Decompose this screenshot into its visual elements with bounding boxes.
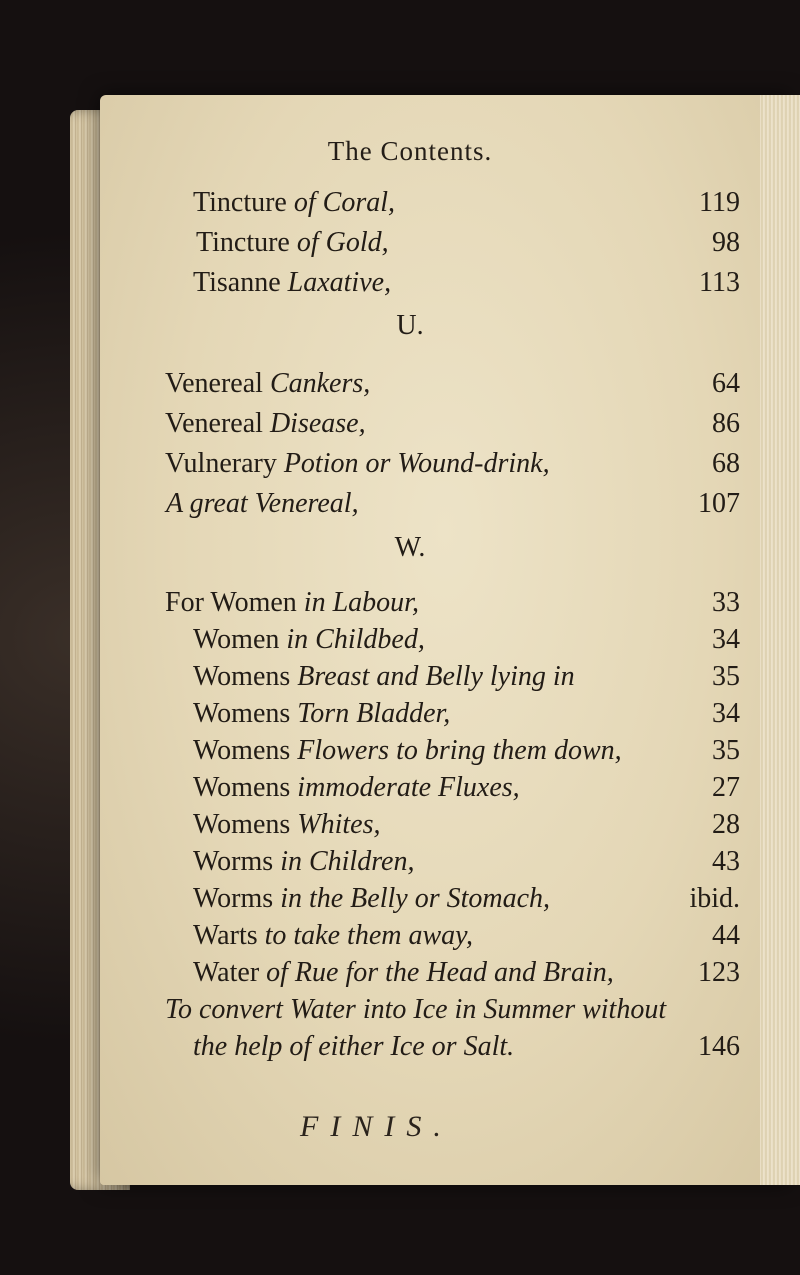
entry-page-number: 119	[699, 187, 740, 218]
entry-text-italic: Breast and Belly lying in	[297, 661, 575, 692]
list-item	[0, 183, 800, 223]
list-item	[0, 731, 800, 771]
entry-text: Tincture	[196, 227, 297, 258]
entry-page-number: 28	[712, 809, 740, 840]
entry-page-number: 68	[712, 448, 740, 479]
entry-text: For Women	[165, 587, 304, 618]
list-item	[0, 223, 800, 263]
list-item	[0, 484, 800, 524]
entry-text: Warts	[193, 920, 265, 951]
entry-text-italic: Cankers,	[269, 368, 371, 399]
entry-text: Womens	[193, 772, 298, 803]
list-item	[0, 953, 800, 993]
entry-text: Womens	[193, 735, 298, 766]
entry-text-italic: Disease,	[269, 408, 366, 439]
entry-page-number: 34	[712, 698, 740, 729]
list-item	[0, 805, 800, 845]
entry-page-number: ibid.	[689, 883, 740, 914]
section-letter: W.	[394, 532, 426, 563]
entry-text-italic: To convert Water into Ice in Summer without	[165, 994, 667, 1025]
list-item	[0, 768, 800, 808]
list-item	[0, 364, 800, 404]
entry-page-number: 34	[712, 624, 740, 655]
entry-text-italic: Torn Bladder,	[297, 698, 451, 729]
running-title: The Contents.	[327, 136, 493, 166]
entry-page-number: 27	[712, 772, 740, 803]
list-item	[0, 916, 800, 956]
list-item	[0, 444, 800, 484]
entry-text-italic: Flowers to bring them down,	[297, 735, 622, 766]
finis-mark: FINIS.	[300, 1110, 453, 1143]
entry-text: Venereal	[165, 368, 270, 399]
entry-text-italic: A great Venereal,	[166, 488, 359, 519]
list-item	[0, 694, 800, 734]
entry-page-number: 146	[698, 1031, 740, 1062]
entry-text: Womens	[193, 809, 298, 840]
entry-text: Tincture	[193, 187, 294, 218]
entry-text: Water	[193, 957, 267, 988]
entry-page-number: 98	[712, 227, 740, 258]
list-item	[0, 404, 800, 444]
entry-page-number: 33	[712, 587, 740, 618]
entry-text: Worms	[193, 846, 281, 877]
list-item	[0, 842, 800, 882]
list-item	[0, 620, 800, 660]
list-item	[0, 263, 800, 303]
entry-text-italic: in Labour,	[303, 587, 419, 618]
entry-text: Vulnerary	[165, 448, 284, 479]
entry-text-italic: to take them away,	[264, 920, 474, 951]
entry-page-number: 86	[712, 408, 740, 439]
entry-page-number: 35	[712, 661, 740, 692]
section-letter: U.	[396, 310, 424, 341]
list-item	[0, 1027, 800, 1067]
entry-text-italic: Whites,	[297, 809, 381, 840]
entry-text-italic: Potion or Wound-drink,	[283, 448, 550, 479]
entry-text-italic: of Coral,	[293, 187, 395, 218]
list-item	[0, 657, 800, 697]
entry-text: Womens	[193, 661, 298, 692]
entry-page-number: 44	[712, 920, 740, 951]
list-item	[0, 879, 800, 919]
entry-text-italic: of Rue for the Head and Brain,	[266, 957, 614, 988]
entry-text-italic: of Gold,	[296, 227, 389, 258]
entry-page-number: 35	[712, 735, 740, 766]
entry-text-italic: in Childbed,	[286, 624, 425, 655]
entry-page-number: 107	[698, 488, 740, 519]
entry-page-number: 64	[712, 368, 740, 399]
entry-page-number: 43	[712, 846, 740, 877]
entry-text: Worms	[193, 883, 281, 914]
list-item	[0, 990, 800, 1030]
entry-text-italic: in the Belly or Stomach,	[280, 883, 551, 914]
entry-text: Women	[193, 624, 287, 655]
entry-text-italic: in Children,	[280, 846, 415, 877]
entry-text-italic: immoderate Fluxes,	[297, 772, 520, 803]
entry-text-italic: Laxative,	[287, 267, 392, 298]
entry-text-italic: the help of either Ice or Salt.	[193, 1031, 515, 1062]
entry-text: Venereal	[165, 408, 270, 439]
entry-page-number: 123	[698, 957, 740, 988]
entry-text: Womens	[193, 698, 298, 729]
list-item	[0, 583, 800, 623]
entry-page-number: 113	[699, 267, 740, 298]
entry-text: Tisanne	[193, 267, 288, 298]
